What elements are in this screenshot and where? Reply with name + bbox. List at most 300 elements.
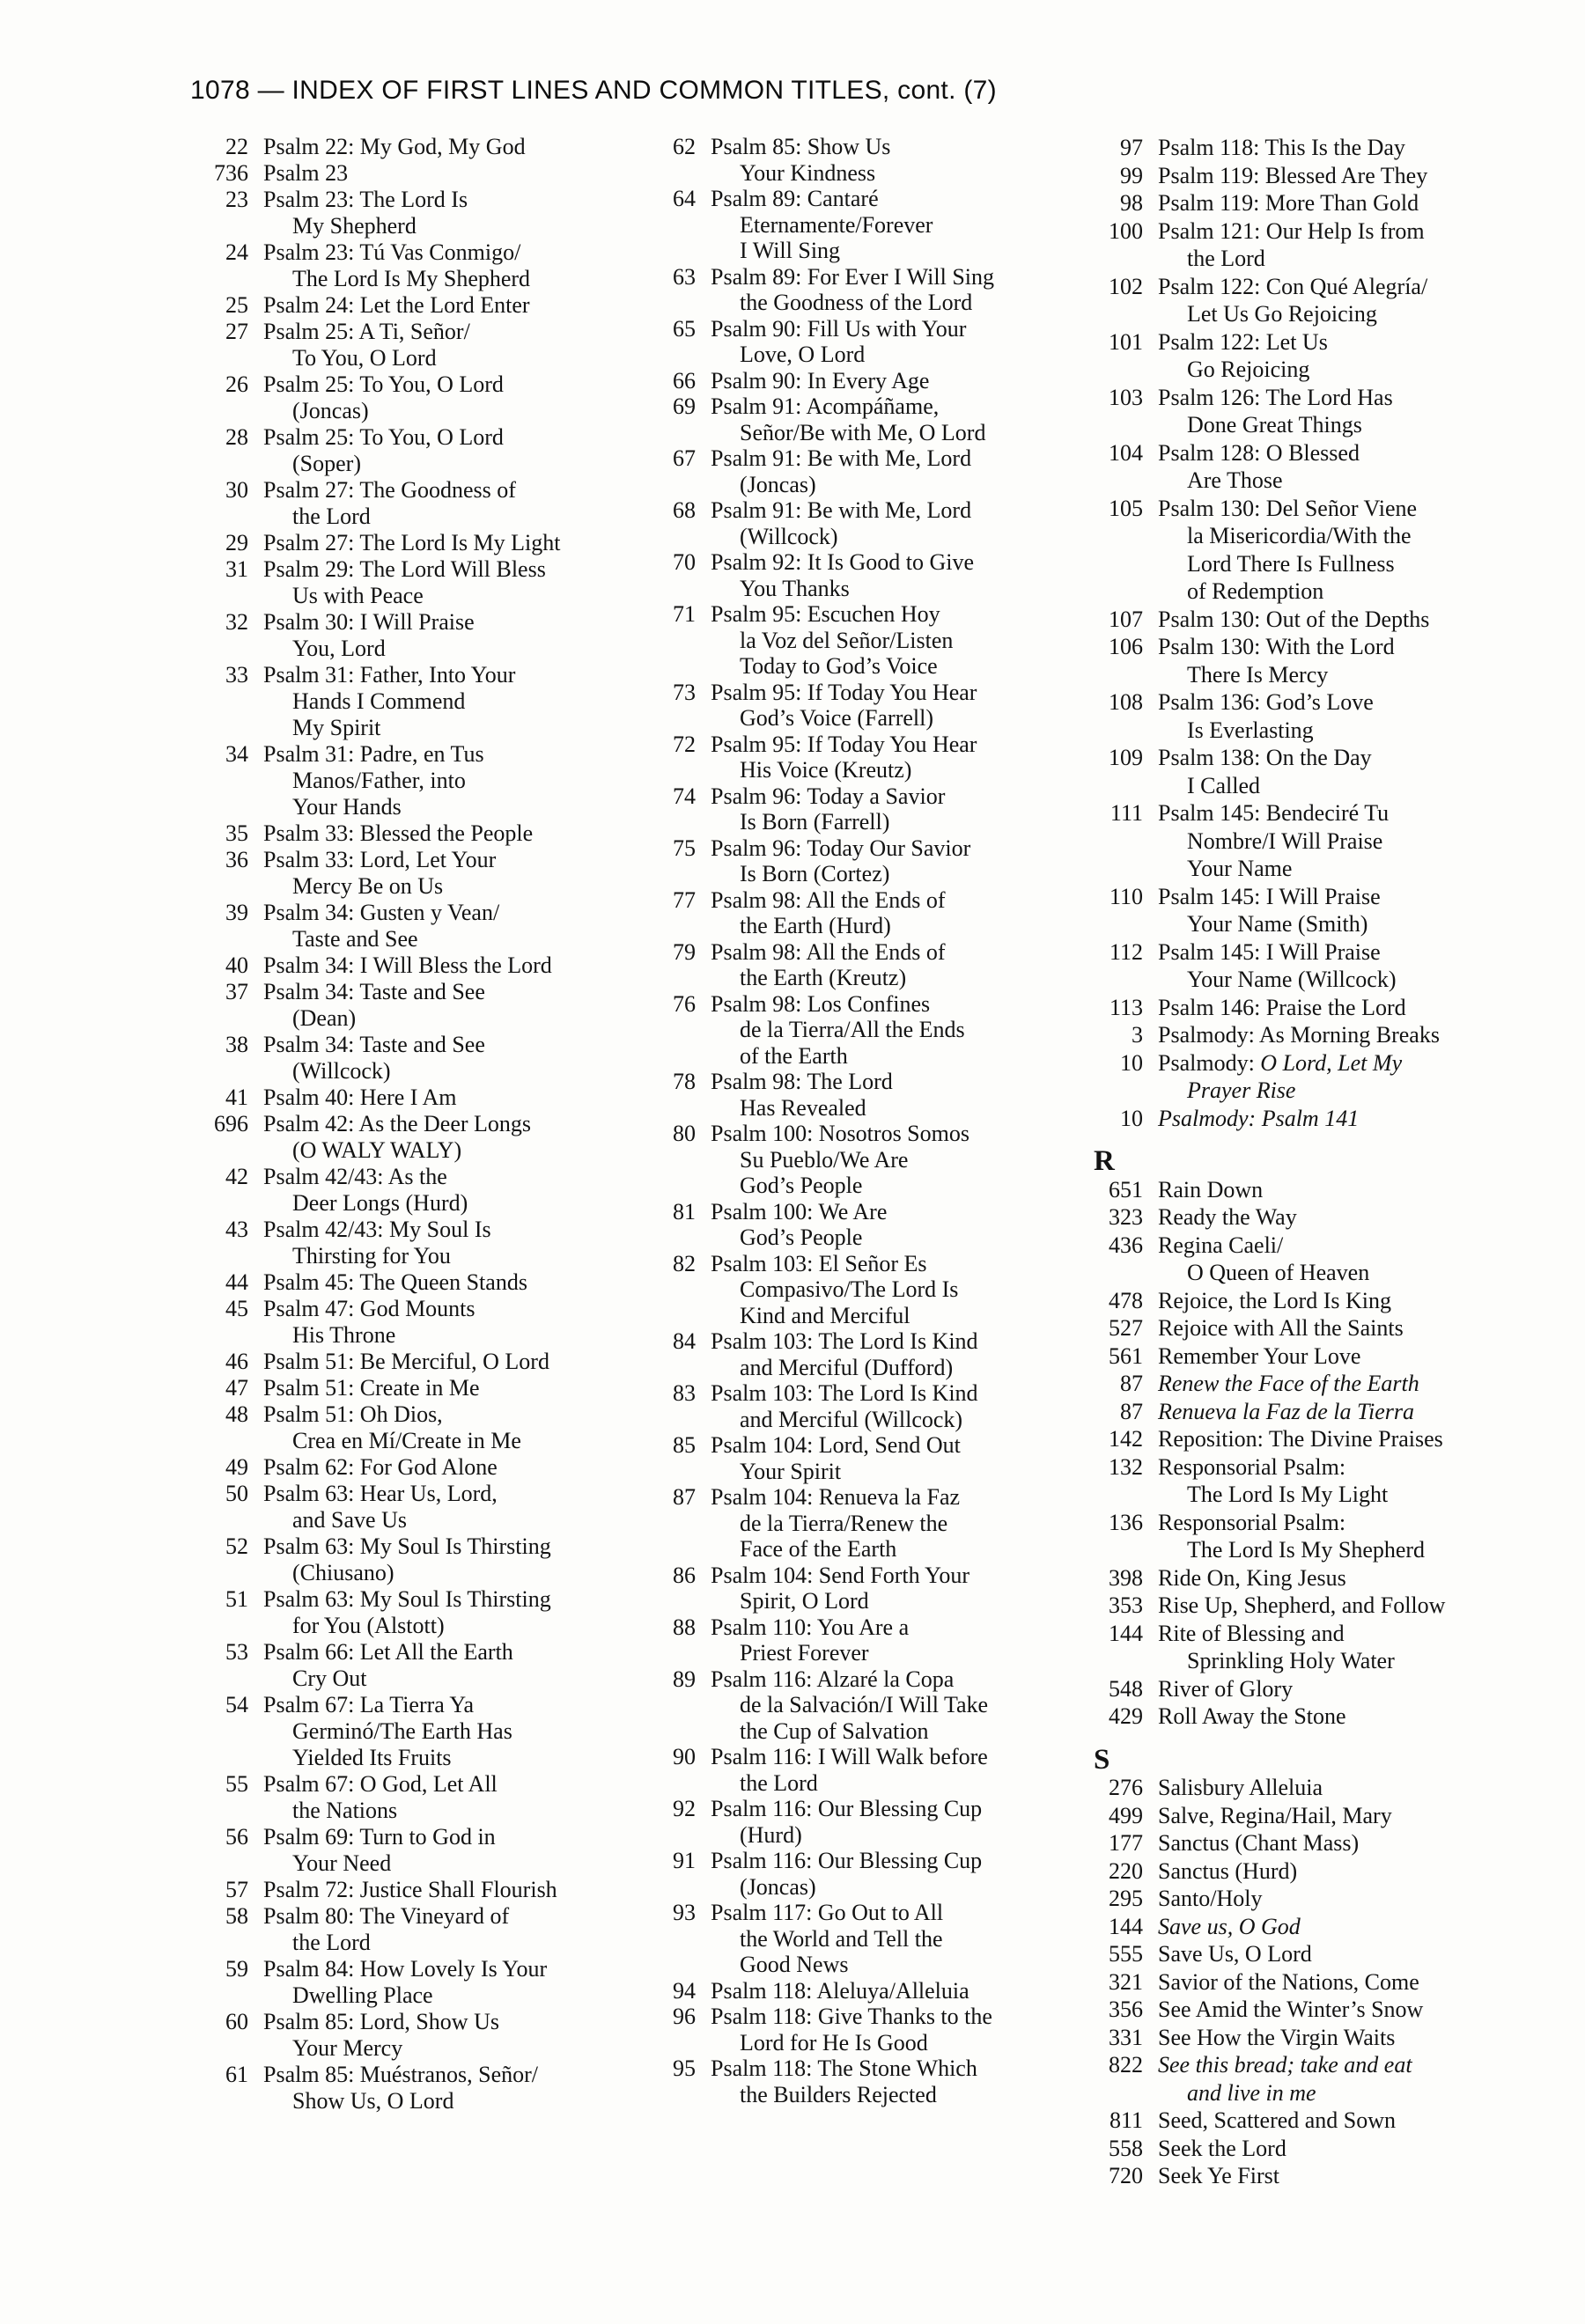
entry-title-line: Rite of Blessing and xyxy=(1158,1620,1345,1646)
entry-title-continuation: Compasivo/The Lord Is xyxy=(740,1276,959,1302)
index-entry xyxy=(197,424,633,477)
index-entry xyxy=(645,887,1080,939)
entry-title-line: Psalm 104: Renueva la Faz xyxy=(711,1484,961,1510)
entry-number: 177 xyxy=(1109,1830,1143,1856)
entry-title xyxy=(1158,994,1406,1022)
entry-number: 53 xyxy=(225,1639,248,1665)
section-header-r: R xyxy=(1094,1145,1115,1177)
entry-title xyxy=(711,991,965,1070)
entry-title xyxy=(711,1199,887,1251)
entry-number: 80 xyxy=(673,1121,696,1146)
entry-title xyxy=(711,939,946,991)
entry-title xyxy=(711,1432,961,1484)
entry-title-continuation: To You, O Lord xyxy=(292,345,437,371)
entry-number: 35 xyxy=(225,820,248,846)
entry-title xyxy=(1158,134,1405,162)
entry-title-continuation: the Lord xyxy=(292,1930,371,1955)
entry-number: 295 xyxy=(1109,1886,1143,1911)
entry-title xyxy=(1158,688,1374,744)
entry-number: 71 xyxy=(673,601,696,627)
entry-number: 95 xyxy=(673,2056,696,2081)
entry-number: 720 xyxy=(1109,2163,1143,2188)
index-entry xyxy=(197,2009,633,2062)
entry-title-continuation: Love, O Lord xyxy=(740,342,866,367)
entry-title-continuation: Su Pueblo/We Are xyxy=(740,1146,909,1173)
index-entry xyxy=(197,160,633,187)
entry-title xyxy=(1158,439,1360,495)
index-entry xyxy=(1092,1564,1528,1592)
index-entry xyxy=(1092,1105,1528,1133)
entry-title xyxy=(711,732,977,783)
entry-title-continuation: (Hurd) xyxy=(740,1821,802,1848)
entry-title-line: Psalm 34: I Will Bless the Lord xyxy=(263,952,552,978)
entry-title-continuation: Crea en Mí/Create in Me xyxy=(292,1428,521,1453)
entry-title-continuation: Today to God’s Voice xyxy=(740,653,938,679)
entry-title xyxy=(1158,1314,1404,1342)
entry-title xyxy=(263,1454,498,1481)
index-entry xyxy=(197,1111,633,1164)
entry-title-continuation: Dwelling Place xyxy=(292,1982,433,2008)
index-entry xyxy=(645,1121,1080,1199)
entry-title-continuation: Is Everlasting xyxy=(1187,717,1314,743)
entry-title xyxy=(263,1533,551,1586)
entry-title-continuation: the Cup of Salvation xyxy=(740,1717,929,1744)
entry-title-line: Salisbury Alleluia xyxy=(1158,1775,1323,1800)
entry-number: 94 xyxy=(673,1977,696,2004)
entry-title-line: Psalm 118: Aleluya/Alleluia xyxy=(711,1977,969,2004)
entry-title xyxy=(1158,744,1372,799)
entry-title xyxy=(1158,1564,1346,1592)
entry-title xyxy=(711,2056,977,2107)
entry-title xyxy=(263,1349,549,1375)
entry-title-continuation: Yielded Its Fruits xyxy=(292,1745,452,1770)
entry-title xyxy=(1158,273,1427,328)
entry-number: 136 xyxy=(1109,1509,1143,1535)
entry-title xyxy=(711,316,966,368)
entry-title-line: Psalm 145: I Will Praise xyxy=(1158,938,1381,965)
entry-number: 142 xyxy=(1109,1426,1143,1452)
entry-title xyxy=(711,1380,978,1432)
entry-title xyxy=(263,952,552,979)
entry-number: 88 xyxy=(673,1614,696,1640)
entry-title xyxy=(263,1586,551,1639)
entry-title-line: Psalm 31: Father, Into Your xyxy=(263,662,516,688)
entry-title-continuation: Done Great Things xyxy=(1187,412,1362,438)
index-entry xyxy=(645,368,1080,394)
index-entry xyxy=(1092,189,1528,217)
index-entry xyxy=(1092,328,1528,384)
index-entry xyxy=(197,662,633,741)
entry-title xyxy=(263,1164,468,1217)
entry-title xyxy=(263,1877,557,1903)
entry-title-line: Psalm 42/43: As the xyxy=(263,1164,447,1189)
entry-title-continuation: Are Those xyxy=(1187,467,1283,493)
entry-title xyxy=(263,1296,476,1349)
index-entry xyxy=(197,1454,633,1481)
entry-number: 144 xyxy=(1109,1913,1143,1939)
index-entry xyxy=(645,939,1080,991)
entry-title-line: Psalm 91: Be with Me, Lord xyxy=(711,445,972,471)
entry-title xyxy=(1158,1453,1388,1509)
entry-title-continuation: of the Earth xyxy=(740,1042,848,1069)
entry-title-line: Psalm 136: God’s Love xyxy=(1158,689,1374,715)
entry-number: 10 xyxy=(1120,1105,1143,1131)
entry-title-line: Psalm 122: Con Qué Alegría/ xyxy=(1158,273,1428,299)
index-entry xyxy=(645,1563,1080,1614)
index-entry xyxy=(197,1401,633,1454)
index-entry xyxy=(645,1614,1080,1666)
index-entry xyxy=(645,1069,1080,1121)
entry-number: 110 xyxy=(1109,883,1143,909)
index-entry xyxy=(645,497,1080,549)
entry-number: 97 xyxy=(1120,135,1143,160)
index-entry xyxy=(645,1380,1080,1432)
entry-number: 56 xyxy=(225,1824,248,1850)
entry-title-continuation: de la Tierra/All the Ends xyxy=(740,1017,965,1042)
entry-title-line: Psalm 90: Fill Us with Your xyxy=(711,315,967,342)
entry-title xyxy=(1158,1287,1391,1315)
index-entry xyxy=(197,820,633,847)
index-entry xyxy=(645,1251,1080,1329)
entry-title-line: Psalm 98: The Lord xyxy=(711,1069,893,1094)
index-entry xyxy=(1092,606,1528,634)
entry-title-line: Rise Up, Shepherd, and Follow xyxy=(1158,1592,1446,1618)
entry-title xyxy=(1158,1885,1262,1913)
entry-title-line: Psalm 119: Blessed Are They xyxy=(1158,162,1428,188)
index-entry xyxy=(1092,384,1528,439)
entry-title-line: Psalm 103: El Señor Es xyxy=(711,1250,927,1276)
index-entry xyxy=(1092,2162,1528,2190)
entry-number: 24 xyxy=(225,239,248,265)
index-entry xyxy=(1092,1049,1528,1105)
entry-number: 429 xyxy=(1109,1703,1143,1729)
entry-title xyxy=(1158,1425,1443,1453)
entry-title-continuation: of Redemption xyxy=(1187,578,1324,604)
entry-title-line: Psalm 104: Lord, Send Out xyxy=(711,1432,961,1458)
entry-title xyxy=(263,662,515,741)
index-entry xyxy=(197,239,633,292)
entry-title-continuation: and live in me xyxy=(1187,2079,1316,2106)
entry-number: 811 xyxy=(1109,2107,1143,2133)
index-entry xyxy=(1092,2024,1528,2052)
entry-title xyxy=(1158,162,1427,190)
entry-title xyxy=(711,835,970,887)
entry-title xyxy=(1158,2051,1412,2107)
entry-title-line: Psalm 96: Today a Savior xyxy=(711,783,946,809)
entry-title xyxy=(263,424,504,477)
entry-title xyxy=(711,887,946,939)
index-entry xyxy=(197,187,633,239)
entry-title-line: Seek the Lord xyxy=(1158,2135,1286,2161)
entry-title-continuation: Thirsting for You xyxy=(292,1243,451,1269)
entry-title xyxy=(263,847,496,900)
entry-title-continuation: the World and Tell the xyxy=(740,1925,943,1952)
entry-title-continuation: Is Born (Cortez) xyxy=(740,861,890,886)
entry-title-line: Psalm 80: The Vineyard of xyxy=(263,1903,510,1929)
index-entry xyxy=(1092,134,1528,162)
entry-title-line: Psalm 62: For God Alone xyxy=(263,1454,498,1480)
index-entry xyxy=(1092,1940,1528,1968)
index-entry xyxy=(197,609,633,662)
entry-title xyxy=(711,186,933,264)
entry-title-line: Psalm 130: Out of the Depths xyxy=(1158,606,1430,632)
index-entry xyxy=(1092,162,1528,190)
entry-title-line: Psalm 146: Praise the Lord xyxy=(1158,994,1406,1020)
entry-number: 66 xyxy=(673,367,696,393)
entry-number: 76 xyxy=(673,990,696,1017)
index-entry xyxy=(645,732,1080,783)
entry-number: 105 xyxy=(1109,495,1143,521)
entry-number: 89 xyxy=(673,1666,696,1692)
entry-title-continuation: Lord There Is Fullness xyxy=(1187,550,1395,577)
entry-title-continuation: for You (Alstott) xyxy=(292,1613,445,1638)
entry-title xyxy=(1158,1342,1360,1371)
entry-title-continuation: Germinó/The Earth Has xyxy=(292,1718,512,1744)
entry-title-line: Psalm 126: The Lord Has xyxy=(1158,384,1393,410)
entry-title-line: Psalm 84: How Lovely Is Your xyxy=(263,1956,548,1982)
entry-title-continuation: the Lord xyxy=(292,504,371,529)
index-entry xyxy=(197,292,633,319)
entry-number: 103 xyxy=(1109,384,1143,410)
entry-number: 42 xyxy=(225,1164,248,1189)
entry-title-continuation: the Lord xyxy=(1187,246,1265,271)
entry-title-line: Psalm 66: Let All the Earth xyxy=(263,1639,513,1665)
index-entry xyxy=(645,1666,1080,1745)
entry-title-line: Psalm 23 xyxy=(263,160,349,186)
entry-title-line: Psalm 23: The Lord Is xyxy=(263,187,468,212)
entry-title-line: Psalm 72: Justice Shall Flourish xyxy=(263,1877,557,1902)
index-entry xyxy=(1092,744,1528,799)
index-entry xyxy=(197,1639,633,1692)
entry-number: 83 xyxy=(673,1380,696,1406)
index-entry xyxy=(1092,1857,1528,1886)
entry-title xyxy=(711,1744,988,1796)
index-entry xyxy=(1092,1314,1528,1342)
index-entry xyxy=(197,900,633,952)
entry-number: 91 xyxy=(673,1848,696,1873)
entry-title-continuation: You Thanks xyxy=(740,575,850,601)
entry-number: 37 xyxy=(225,979,248,1004)
entry-title-continuation: Go Rejoicing xyxy=(1187,357,1310,382)
entry-title-line: Psalm 85: Muéstranos, Señor/ xyxy=(263,2062,538,2087)
entry-title xyxy=(263,1032,485,1085)
entry-title xyxy=(1158,1105,1359,1133)
entry-title xyxy=(711,368,929,394)
entry-number: 72 xyxy=(673,731,696,757)
entry-title xyxy=(711,1328,978,1380)
entry-title-continuation: The Lord Is My Shepherd xyxy=(1187,1537,1426,1563)
entry-title-continuation: the Earth (Kreutz) xyxy=(740,965,907,990)
entry-number: 31 xyxy=(225,556,248,582)
entry-title xyxy=(1158,384,1393,439)
entry-number: 50 xyxy=(225,1481,248,1506)
entry-title-line: Psalm 25: To You, O Lord xyxy=(263,424,504,450)
entry-title-continuation: Deer Longs (Hurd) xyxy=(292,1190,468,1216)
entry-title-continuation: the Nations xyxy=(292,1798,398,1823)
entry-title xyxy=(263,1771,498,1824)
index-entry xyxy=(197,530,633,556)
entry-title xyxy=(711,1251,958,1329)
index-entry xyxy=(645,549,1080,601)
entry-number: 44 xyxy=(225,1269,248,1295)
entry-title-line: Psalm 24: Let the Lord Enter xyxy=(263,292,530,318)
entry-number: 102 xyxy=(1109,273,1143,299)
entry-title-line: Psalm 25: To You, O Lord xyxy=(263,371,504,397)
entry-title-line: Psalm 33: Blessed the People xyxy=(263,820,534,846)
entry-number: 353 xyxy=(1109,1592,1143,1618)
index-entry xyxy=(645,393,1080,445)
entry-number: 93 xyxy=(673,1900,696,1925)
index-entry xyxy=(197,1824,633,1877)
entry-number: 98 xyxy=(1120,190,1143,216)
entry-title xyxy=(263,2009,499,2062)
entry-title xyxy=(263,477,516,530)
page-header: 1078 — INDEX OF FIRST LINES AND COMMON TITLES, cont. (7) xyxy=(190,76,997,105)
entry-title-continuation: Spirit, O Lord xyxy=(740,1588,869,1614)
entry-number: 92 xyxy=(673,1796,696,1821)
index-entry xyxy=(645,134,1080,186)
entry-number: 651 xyxy=(1109,1176,1143,1202)
entry-title-line: Psalm 95: If Today You Hear xyxy=(711,731,977,757)
entry-number: 561 xyxy=(1109,1342,1143,1369)
index-entry xyxy=(645,1199,1080,1251)
entry-title xyxy=(711,2004,992,2056)
entry-title xyxy=(263,319,470,371)
entry-title-line: Psalm 67: La Tierra Ya xyxy=(263,1692,475,1717)
index-entry xyxy=(1092,1885,1528,1913)
index-entry xyxy=(645,783,1080,835)
entry-title-line: Psalm 63: My Soul Is Thirsting xyxy=(263,1586,551,1612)
index-entry xyxy=(1092,1968,1528,1997)
entry-title-line: Psalm 47: God Mounts xyxy=(263,1296,476,1321)
index-entry xyxy=(197,1269,633,1296)
entry-title-line: Psalm 130: With the Lord xyxy=(1158,634,1395,659)
entry-title xyxy=(263,2062,538,2114)
entry-number: 96 xyxy=(673,2004,696,2029)
entry-number: 558 xyxy=(1109,2135,1143,2161)
entry-title xyxy=(1158,328,1328,384)
entry-number: 67 xyxy=(673,445,696,471)
entry-title-continuation: Lord for He Is Good xyxy=(740,2029,928,2056)
entry-title-line: Psalm 34: Taste and See xyxy=(263,1032,485,1057)
index-entry xyxy=(1092,1774,1528,1802)
index-entry xyxy=(1092,1703,1528,1731)
entry-number: 27 xyxy=(225,319,248,344)
entry-number: 60 xyxy=(225,2009,248,2034)
entry-number: 40 xyxy=(225,952,248,978)
entry-title-continuation: de la Tierra/Renew the xyxy=(740,1510,948,1536)
entry-title-line: Psalm 103: The Lord Is Kind xyxy=(711,1328,978,1354)
entry-number: 87 xyxy=(673,1484,696,1510)
entry-title-line: Psalm 104: Send Forth Your xyxy=(711,1562,969,1588)
entry-title-continuation: There Is Mercy xyxy=(1187,661,1329,688)
index-entry xyxy=(1092,1021,1528,1049)
entry-title-line: Psalm 89: For Ever I Will Sing xyxy=(711,263,995,290)
entry-title xyxy=(1158,2162,1279,2190)
entry-title-continuation: Sprinkling Holy Water xyxy=(1187,1648,1395,1673)
index-entry xyxy=(197,556,633,609)
entry-title-line: Psalm 98: All the Ends of xyxy=(711,886,946,913)
entry-number: 38 xyxy=(225,1032,248,1057)
entry-number: 39 xyxy=(225,900,248,925)
index-entry xyxy=(1092,1176,1528,1204)
entry-title xyxy=(263,609,475,662)
entry-number: 86 xyxy=(673,1562,696,1588)
entry-title-continuation: the Builders Rejected xyxy=(740,2081,937,2107)
index-entry xyxy=(1092,2107,1528,2135)
entry-number: 323 xyxy=(1109,1204,1143,1230)
entry-title-line: Sanctus (Chant Mass) xyxy=(1158,1830,1360,1856)
index-entry xyxy=(197,1085,633,1111)
entry-number: 55 xyxy=(225,1771,248,1797)
index-entry xyxy=(645,2004,1080,2056)
entry-number: 436 xyxy=(1109,1232,1143,1258)
entry-title xyxy=(1158,1176,1263,1204)
entry-title-line: Save Us, O Lord xyxy=(1158,1941,1312,1967)
entry-number: 25 xyxy=(225,292,248,318)
entry-title-line: Rejoice, the Lord Is King xyxy=(1158,1287,1391,1313)
entry-number: 106 xyxy=(1109,634,1143,659)
entry-title-continuation: the Goodness of the Lord xyxy=(740,290,973,315)
entry-title-line: Psalm 116: Alzaré la Copa xyxy=(711,1666,955,1692)
entry-title-continuation: Your Spirit xyxy=(740,1458,842,1484)
index-entry xyxy=(197,1164,633,1217)
entry-title xyxy=(263,979,485,1032)
entry-title xyxy=(1158,1620,1395,1675)
entry-title-line: See How the Virgin Waits xyxy=(1158,2024,1396,2050)
entry-title-line: Psalm 92: It Is Good to Give xyxy=(711,549,974,575)
entry-title-line: Psalm 119: More Than Gold xyxy=(1158,190,1419,216)
index-entry xyxy=(1092,495,1528,606)
entry-title-continuation: Your Name (Smith) xyxy=(1187,911,1368,937)
entry-number: 132 xyxy=(1109,1453,1143,1480)
entry-title-continuation: Your Need xyxy=(292,1850,392,1876)
entry-title-continuation: de la Salvación/I Will Take xyxy=(740,1692,989,1717)
entry-title-line: Save us, O God xyxy=(1158,1913,1301,1939)
index-entry xyxy=(197,319,633,371)
entry-title-line: Sanctus (Hurd) xyxy=(1158,1857,1298,1884)
entry-title-line: Psalm 85: Show Us xyxy=(711,134,891,159)
entry-title-line: Psalm 91: Be with Me, Lord xyxy=(711,497,972,523)
entry-number: 63 xyxy=(673,263,696,290)
index-entry xyxy=(197,2062,633,2114)
entry-number: 276 xyxy=(1109,1775,1143,1800)
entry-title-line: Psalm 27: The Goodness of xyxy=(263,477,516,503)
entry-title-line: Psalm 91: Acompáñame, xyxy=(711,393,940,419)
entry-number: 41 xyxy=(225,1085,248,1110)
entry-number: 499 xyxy=(1109,1802,1143,1828)
index-entry xyxy=(1092,1592,1528,1620)
index-entry xyxy=(1092,2135,1528,2163)
entry-title-continuation: Your Hands xyxy=(292,794,402,820)
entry-title xyxy=(711,1484,960,1563)
entry-title-line: Responsorial Psalm: xyxy=(1158,1509,1346,1535)
entry-title xyxy=(263,556,546,609)
entry-title xyxy=(263,741,484,820)
entry-number: 555 xyxy=(1109,1941,1143,1967)
entry-title xyxy=(1158,189,1419,217)
entry-title-continuation: (Joncas) xyxy=(292,398,369,423)
entry-title-line: Psalm 116: I Will Walk before xyxy=(711,1744,988,1769)
entry-number: 108 xyxy=(1109,689,1143,715)
entry-title xyxy=(263,1481,498,1533)
index-entry xyxy=(1092,1829,1528,1857)
entry-number: 65 xyxy=(673,315,696,342)
entry-title xyxy=(263,820,533,847)
index-entry xyxy=(197,1296,633,1349)
entry-title xyxy=(263,134,526,160)
entry-number: 87 xyxy=(1120,1398,1143,1424)
